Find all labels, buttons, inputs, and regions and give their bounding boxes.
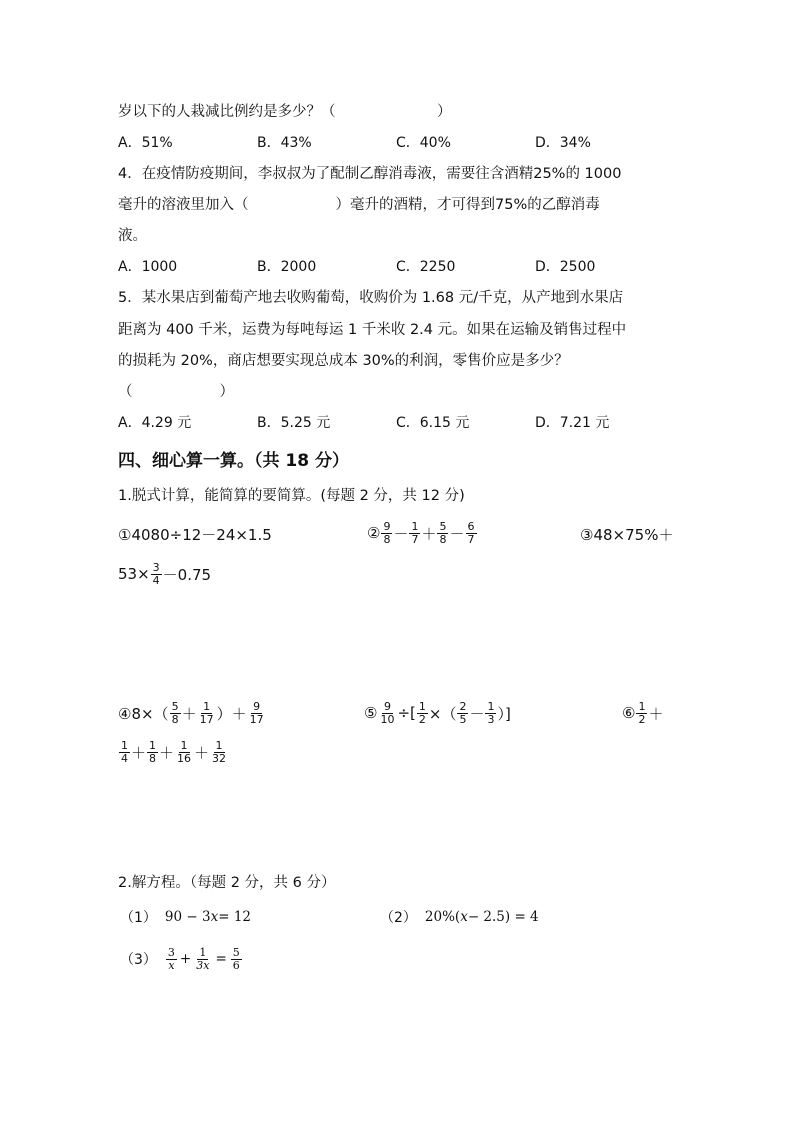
fraction: $\frac{1}{2}$ [418, 699, 426, 726]
problem-6-line-2 [118, 735, 229, 769]
expression-part: 53× [118, 565, 150, 583]
problem-6-label: ⑥ [622, 704, 636, 722]
fraction: $\frac{3}{x}$ [167, 945, 175, 972]
problem-6-line-1 [622, 696, 663, 730]
q4-text-line-2: 毫升的溶液里加入（ ）毫升的酒精，才可得到75%的乙醇消毒 [118, 197, 600, 213]
fraction: $\frac{5}{6}$ [232, 945, 240, 972]
q4-text-line-3: 液。 [118, 228, 147, 244]
equation-3 [120, 941, 243, 977]
problem-5-label: ⑤ [364, 704, 378, 722]
problem-3-line-1: ③48×75%＋ [580, 525, 674, 544]
fraction: $\frac{6}{7}$ [467, 519, 475, 546]
q3-option-b: B．43% [257, 135, 312, 151]
q5-text-line-1: 5．某水果店到葡萄产地去收购葡萄，收购价为 1.68 元/千克，从产地到水果店 [118, 290, 624, 306]
operator: ＋ [131, 743, 147, 762]
problem-4 [118, 696, 267, 730]
fraction: $\frac{1}{16}$ [177, 738, 192, 765]
q4-option-b: B．2000 [257, 259, 317, 275]
problem-2 [367, 516, 478, 550]
q4-option-a: A．1000 [118, 259, 178, 275]
problem-5 [364, 696, 511, 730]
variable: x [210, 909, 219, 925]
fraction: $\frac{5}{8}$ [439, 519, 447, 546]
fraction: $\frac{5}{8}$ [171, 699, 179, 726]
equation-1-label: （1） [120, 910, 157, 926]
operator: － [393, 524, 409, 543]
q5-text-line-3: 的损耗为 20%，商店想要实现总成本 30%的利润，零售价应是多少？ [118, 353, 569, 369]
equation-2 [380, 906, 539, 928]
operator: ＋ [194, 743, 210, 762]
equation-part: 90 − 3 [164, 909, 211, 925]
problem-3-line-2 [118, 557, 211, 591]
expression-part: －0.75 [162, 565, 212, 584]
problem-1: ①4080÷12－24×1.5 [118, 525, 272, 544]
q5-text-line-2: 距离为 400 千米，运费为每吨每运 1 千米收 2.4 元。如果在运输及销售过程中 [118, 322, 627, 338]
equation-2-label: （2） [380, 910, 417, 926]
q5-option-a: A．4.29 元 [118, 415, 192, 431]
subsection-equations-title: 2.解方程。（每题 2 分，共 6 分） [118, 875, 336, 891]
q3-text-line: 岁以下的人栽减比例约是多少？（ ） [118, 104, 452, 120]
equation-part: − 2.5) = 4 [467, 909, 539, 925]
expression-part: ④8×（ [118, 704, 169, 723]
operator: + [179, 951, 192, 967]
fraction: $\frac{1}{32}$ [212, 738, 227, 765]
operator: ＋ [159, 743, 175, 762]
expression-part: ×（ [428, 704, 457, 723]
q3-option-a: A．51% [118, 135, 173, 151]
fraction: $\frac{1}{7}$ [411, 519, 419, 546]
expression-part: ）＋ [216, 704, 247, 723]
fraction: $\frac{2}{5}$ [459, 699, 467, 726]
fraction: $\frac{1}{3}$ [487, 699, 495, 726]
operator: ＋ [421, 524, 437, 543]
q4-text-line-1: 4．在疫情防疫期间，李叔叔为了配制乙醇消毒液，需要往含酒精25%的 1000 [118, 166, 622, 182]
subsection-calc-title: 1.脱式计算，能简算的要简算。(每题 2 分，共 12 分) [118, 488, 465, 504]
q5-option-b: B．5.25 元 [257, 415, 331, 431]
fraction: $\frac{9}{10}$ [380, 699, 395, 726]
equation-part: = 12 [218, 909, 251, 925]
equation-part: 20%( [424, 909, 461, 925]
q4-option-c: C．2250 [396, 259, 456, 275]
equation-1 [120, 906, 251, 928]
expression-part: ÷[ [397, 704, 416, 722]
fraction: $\frac{1}{17}$ [199, 699, 214, 726]
fraction: $\frac{3}{4}$ [152, 560, 160, 587]
fraction: $\frac{1}{3x}$ [196, 945, 210, 972]
operator: ＋ [181, 704, 197, 723]
q4-option-d: D．2500 [535, 259, 596, 275]
q5-option-d: D．7.21 元 [535, 415, 610, 431]
fraction: $\frac{9}{8}$ [383, 519, 391, 546]
fraction: $\frac{9}{17}$ [249, 699, 264, 726]
q5-option-c: C．6.15 元 [396, 415, 470, 431]
q3-option-d: D．34% [535, 135, 591, 151]
q5-answer-blank: （ ） [118, 384, 234, 400]
fraction: $\frac{1}{4}$ [121, 738, 128, 765]
operator: － [469, 704, 485, 723]
fraction: $\frac{1}{8}$ [149, 738, 157, 765]
problem-2-label: ② [367, 524, 381, 542]
fraction: $\frac{1}{2}$ [638, 699, 646, 726]
variable: x [460, 909, 468, 925]
operator: ＋ [648, 704, 664, 723]
operator: － [449, 524, 465, 543]
q3-option-c: C．40% [396, 135, 451, 151]
section-heading: 四、细心算一算。（共 18 分） [118, 451, 349, 471]
equation-3-label: （3） [120, 952, 157, 968]
expression-part: ）] [497, 704, 511, 723]
operator: = [215, 951, 227, 967]
